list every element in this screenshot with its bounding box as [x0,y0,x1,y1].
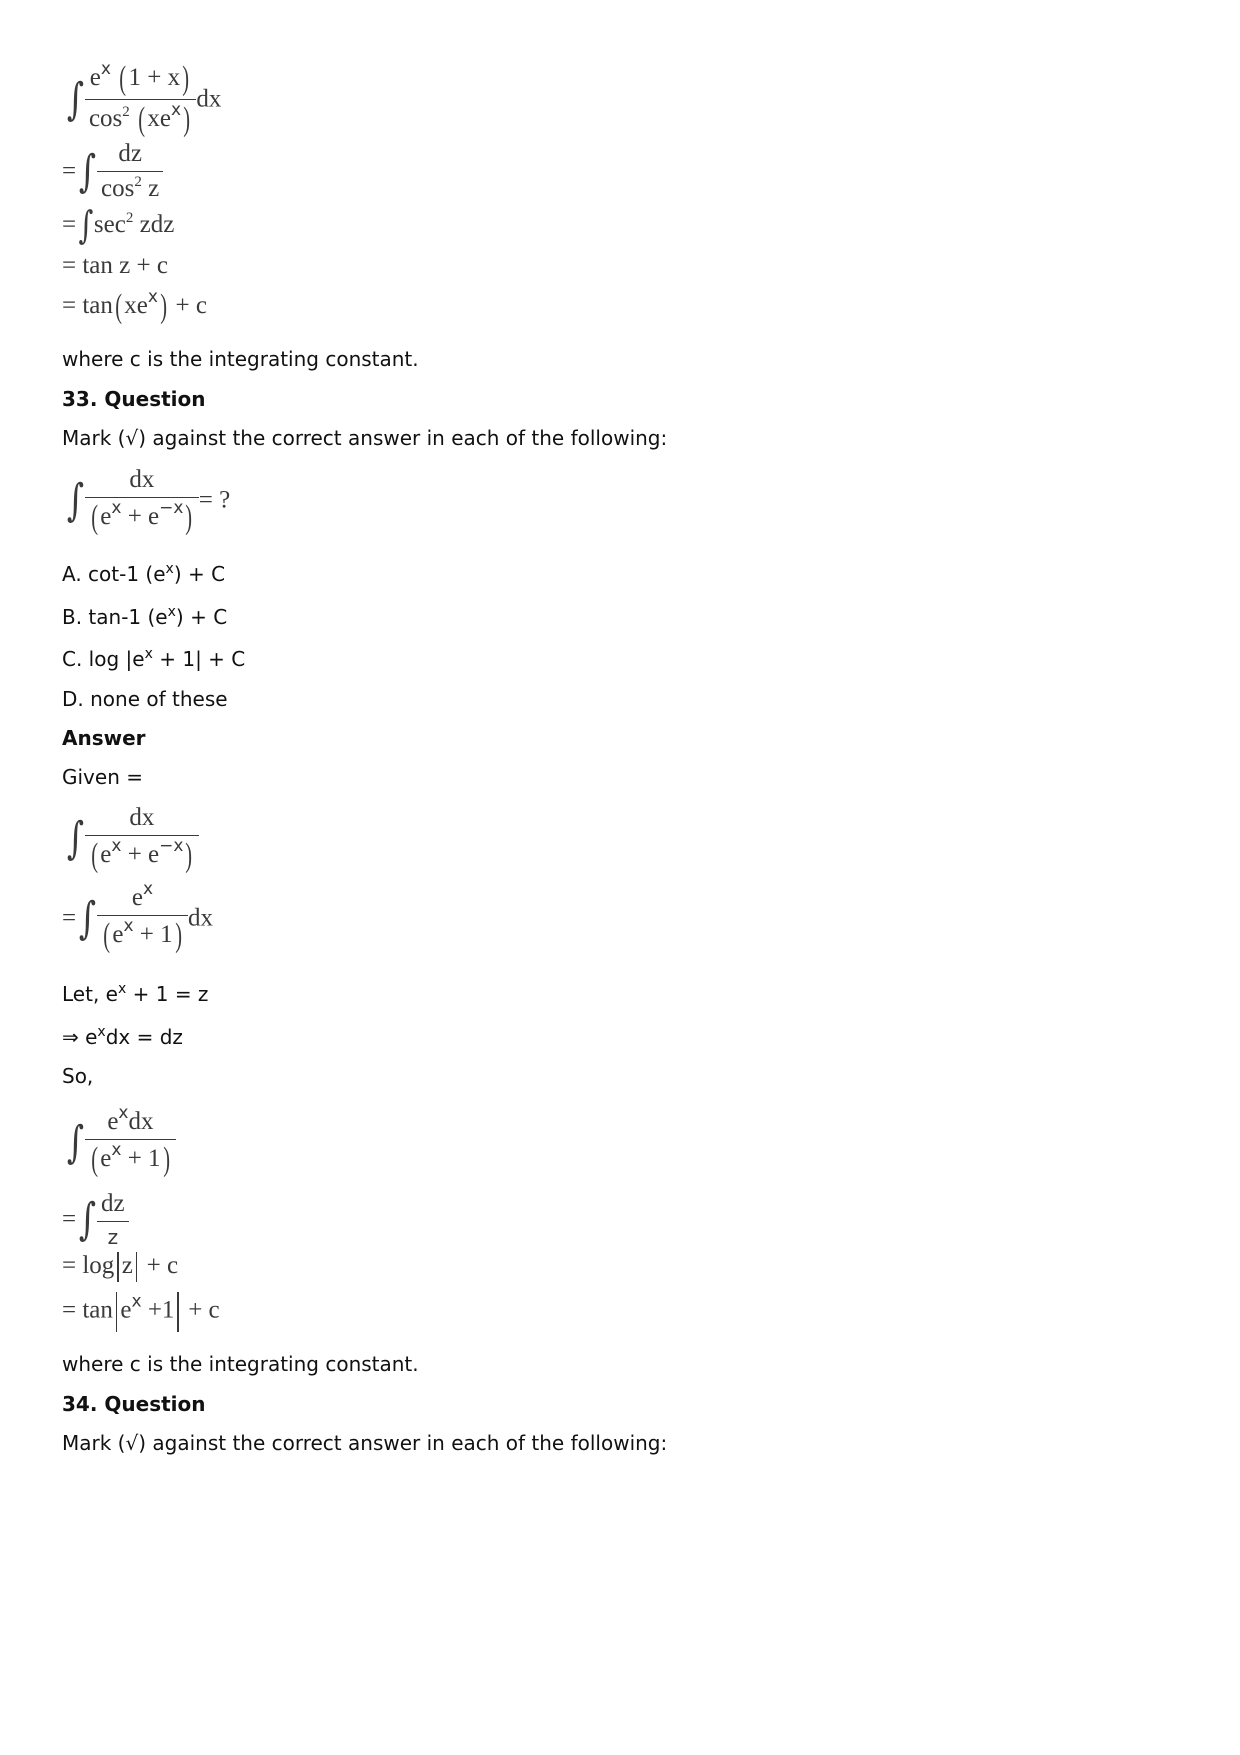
math-so-integral: ∫ $\frac{e^xdx}{(e^x + 1)}$ [64,1108,176,1177]
dx-symbol: dx [196,85,222,113]
option-c[interactable]: C. $\log |e^x + 1| + C$ [62,646,246,671]
fraction: $\frac{e^x (1 + x)}{\cos^2 (xe^x)}$ [85,62,196,137]
math-step-5: = $\tan(xe^x) + c$ [62,287,207,325]
question-33-title: 33. Question [62,387,206,411]
integral-sign: ∫ [66,73,85,125]
so-text: So, [62,1064,94,1088]
math-step-dz: =∫ $\frac{dz}{z}$ [62,1190,129,1249]
math-step-ex: =∫ $\frac{e^x}{(e^x + 1)}$ dx [62,879,213,954]
question-34-prompt: Mark (√) against the correct answer in each of the following: [62,1431,668,1455]
let-substitution: Let, $e^x + 1 = z$ [62,981,209,1006]
math-step-2: =∫ $\frac{dz}{\cos^2 z}$ [62,140,163,203]
where-text-2: where c is the integrating constant. [62,1352,419,1376]
question-33-prompt: Mark (√) against the correct answer in each of the following: [62,426,668,450]
math-step-3: $=\int\sec^2$ zdz [62,203,175,247]
math-step-tan: = $\tan e^x +1 + c$ [62,1292,220,1332]
option-b[interactable]: B. tan-1 $(e^x) + C$ [62,604,228,629]
math-step-4: = tan z + c [62,252,168,279]
math-integral-1 [64,59,222,138]
question-34-title: 34. Question [62,1392,206,1416]
answer-heading: Answer [62,726,146,750]
option-d[interactable]: D. none of these [62,687,228,711]
given-text: Given = [62,765,143,789]
option-a[interactable]: A. cot-1 $(e^x) + C$ [62,561,226,586]
math-given-integral: ∫ $\frac{dx}{(e^x + e^{-x})}$ [64,804,199,873]
where-text-1: where c is the integrating constant. [62,347,419,371]
math-step-log: = log z + c [62,1252,178,1282]
question-33-equation: ∫ $\frac{dx}{(e^x + e^{-x})}$ = ? [66,466,231,536]
implies-line: ⇒ $e^xdx$ = dz [62,1024,183,1049]
